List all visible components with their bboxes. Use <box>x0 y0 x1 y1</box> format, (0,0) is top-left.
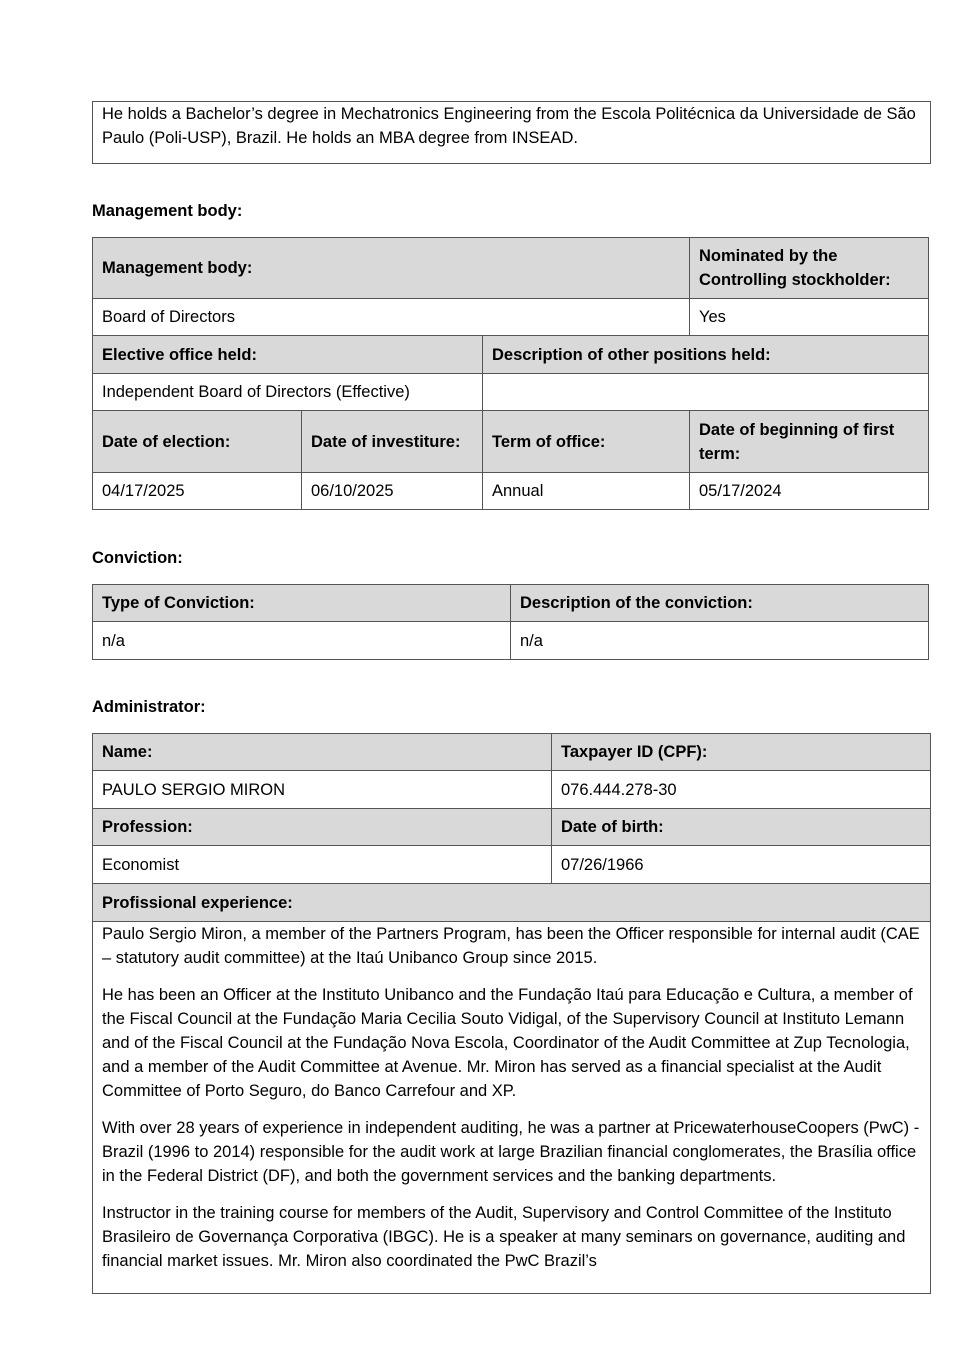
header-professional-experience: Profissional experience: <box>92 883 931 922</box>
experience-paragraph: He has been an Officer at the Instituto Unibanco and the Fundação Itaú para Educação e Cultura, a member of the Fiscal Council at the Fundação Maria Cecilia Souto Vidigal, of the Supervisory Council at Instituto Lemann and of the Fiscal Council at the Fundação Nova Escola, Coordinator of the Audit Committee at Zup Tecnologia, and a member of the Audit Committee at Avenue. Mr. Miron has served as a financial specialist at the Audit Committee of Porto Seguro, do Banco Carrefour and XP. <box>102 986 913 1100</box>
header-other-positions: Description of other positions held: <box>482 335 929 374</box>
name-value: PAULO SERGIO MIRON <box>92 770 552 809</box>
header-first-term: Date of beginning of first term: <box>689 410 929 473</box>
header-date-of-investiture: Date of investiture: <box>301 410 483 473</box>
header-management-body: Management body: <box>92 237 690 299</box>
header-name: Name: <box>92 733 552 771</box>
first-term-value: 05/17/2024 <box>689 472 929 510</box>
date-of-birth-value: 07/26/1966 <box>551 845 931 884</box>
header-date-of-birth: Date of birth: <box>551 808 931 846</box>
header-elective-office: Elective office held: <box>92 335 483 374</box>
header-profession: Profession: <box>92 808 552 846</box>
header-nominated: Nominated by the Controlling stockholder: <box>689 237 929 299</box>
header-term-of-office: Term of office: <box>482 410 690 473</box>
nominated-value: Yes <box>689 298 929 336</box>
profession-value: Economist <box>92 845 552 884</box>
header-type-of-conviction: Type of Conviction: <box>92 584 511 622</box>
management-body-value: Board of Directors <box>92 298 690 336</box>
other-positions-value <box>482 373 929 411</box>
taxpayer-id-value: 076.444.278-30 <box>551 770 931 809</box>
header-taxpayer-id: Taxpayer ID (CPF): <box>551 733 931 771</box>
experience-paragraph: Paulo Sergio Miron, a member of the Partners Program, has been the Officer responsible for internal audit (CAE – statutory audit committee) at the Itaú Unibanco Group since 2015. <box>102 925 920 967</box>
header-description-of-conviction: Description of the conviction: <box>510 584 929 622</box>
elective-office-value: Independent Board of Directors (Effective) <box>92 373 483 411</box>
administrator-section-title: Administrator: <box>92 698 206 716</box>
experience-paragraph: With over 28 years of experience in independent auditing, he was a partner at PricewaterhouseCoopers (PwC) - Brazil (1996 to 2014) responsible for the audit work at large Brazilian financial conglomerates, the Brasília office in the Federal District (DF), and both the government services and the banking departments. <box>102 1119 920 1185</box>
term-of-office-value: Annual <box>482 472 690 510</box>
professional-experience-box <box>92 921 931 1294</box>
description-of-conviction-value: n/a <box>510 621 929 660</box>
experience-paragraph: Instructor in the training course for members of the Audit, Supervisory and Control Committee of the Instituto Brasileiro de Governança Corporativa (IBGC). He is a speaker at many seminars on governance, auditing and financial market issues. Mr. Miron also coordinated the PwC Brazil’s <box>102 1204 906 1270</box>
education-text: He holds a Bachelor’s degree in Mechatronics Engineering from the Escola Politécnica da Universidade de São Paulo (Poli-USP), Brazil. He holds an MBA degree from INSEAD. <box>102 105 916 147</box>
header-date-of-election: Date of election: <box>92 410 302 473</box>
date-of-investiture-value: 06/10/2025 <box>301 472 483 510</box>
education-box <box>92 101 931 164</box>
conviction-section-title: Conviction: <box>92 549 183 567</box>
date-of-election-value: 04/17/2025 <box>92 472 302 510</box>
type-of-conviction-value: n/a <box>92 621 511 660</box>
management-section-title: Management body: <box>92 202 243 220</box>
